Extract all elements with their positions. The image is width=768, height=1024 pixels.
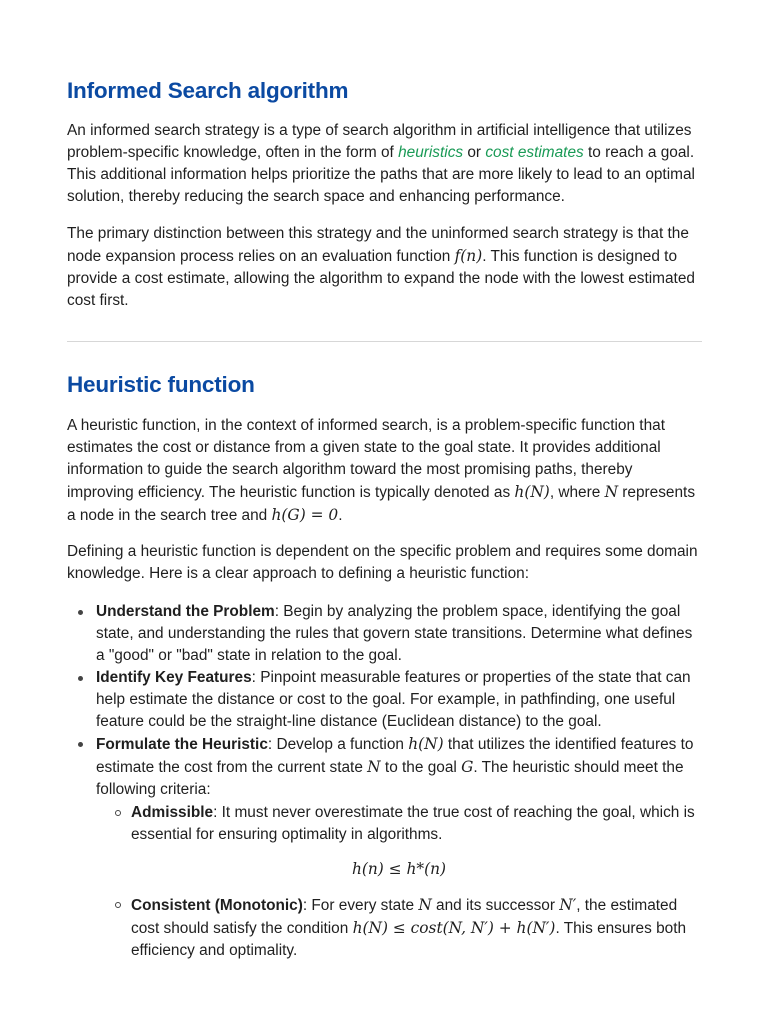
heuristic-text-d: . (338, 507, 343, 524)
criterion-text: . This ensures both efficiency and optimality. (131, 920, 687, 959)
heuristic-text-c: represents a node in the search tree and (67, 484, 696, 524)
heuristics-link[interactable]: heuristics (398, 144, 464, 161)
intro-text-a: An informed search strategy is a type of search algorithm in artificial intelligence that utilizes problem-specific knowledge, often in the form of (67, 122, 692, 161)
heuristic-steps-list (67, 601, 702, 962)
list-item (67, 733, 702, 962)
heuristic-text-b: , where (549, 484, 605, 501)
consistency-inequality: h(N) ≤ cost(N, N′) + h(N′) (352, 919, 556, 937)
admissibility-equation: h(n) ≤ h*(n) (351, 860, 447, 878)
step-text: : Begin by analyzing the problem space, identifying the goal state, and understanding the rules that govern state transitions. Determine what defines a "good" or "bad" state in relation to the goal. (96, 603, 693, 664)
step-text: that utilizes the identified features to estimate the cost from the current state (96, 736, 694, 776)
section-heading-heuristic-function: Heuristic function (67, 372, 255, 397)
heuristic-definition-paragraph (67, 415, 702, 527)
math-N: N (418, 896, 432, 914)
step-text: to the goal (380, 759, 462, 776)
step-label: Understand the Problem (96, 603, 275, 620)
intro-paragraph (67, 120, 702, 208)
criterion-text: and its successor (431, 897, 560, 914)
intro-text-b: to reach a goal. This additional information helps prioritize the paths that are more likely to lead to an optimal solution, thereby reducing the search space and enhancing performance. (67, 144, 695, 205)
list-item (96, 894, 702, 962)
defining-heuristic-paragraph: Defining a heuristic function is dependent on the specific problem and requires some domain knowledge. Here is a clear approach to defining a heuristic function: (67, 543, 698, 582)
criterion-text: : For every state (302, 897, 419, 914)
step-text: . The heuristic should meet the following criteria: (96, 759, 684, 798)
math-h-N: h(N) (514, 483, 550, 501)
step-text: : Develop a function (267, 736, 409, 753)
step-label: Formulate the Heuristic (96, 736, 268, 753)
distinction-text-b: . This function is designed to provide a cost estimate, allowing the algorithm to expand the node with the lowest estimated cost first. (67, 248, 695, 309)
math-N-prime: N′ (559, 896, 577, 914)
criteria-list (96, 802, 702, 962)
intro-text-or: or (463, 144, 486, 161)
distinction-paragraph (67, 223, 702, 312)
distinction-text-a: The primary distinction between this strategy and the uninformed search strategy is that the node expansion process relies on an evaluation function (67, 225, 689, 265)
step-label: Identify Key Features (96, 669, 252, 686)
section-heading-informed-search: Informed Search algorithm (67, 78, 349, 103)
criterion-label: Consistent (Monotonic) (131, 897, 303, 914)
criterion-text: , the estimated cost should satisfy the condition (131, 897, 678, 937)
math-h-G-zero: h(G) = 0 (271, 506, 339, 524)
math-h-N: h(N) (408, 735, 444, 753)
math-N: N (604, 483, 619, 501)
list-item (67, 601, 702, 667)
list-item (96, 802, 702, 880)
criterion-text: : It must never overestimate the true cost of reaching the goal, which is essential for ensuring optimality in algorithms. (131, 804, 695, 843)
criterion-label: Admissible (131, 804, 214, 821)
step-text: : Pinpoint measurable features or properties of the state that can help estimate the distance or cost to the goal. For example, in pathfinding, one useful feature could be the straight-line distance (Euclidean distance) to the goal. (96, 669, 691, 730)
section-divider (67, 341, 702, 342)
list-item (67, 667, 702, 733)
math-G: G (461, 758, 474, 776)
cost-estimates-link[interactable]: cost estimates (485, 144, 584, 161)
heuristic-text-a: A heuristic function, in the context of informed search, is a problem-specific function that estimates the cost or distance from a given state to the goal state. It provides additional information to guide the search algorithm toward the most promising paths, thereby improving efficiency. The heuristic function is typically denoted as (67, 417, 665, 501)
math-N: N (367, 758, 381, 776)
math-f-n: f(n) (454, 247, 483, 265)
